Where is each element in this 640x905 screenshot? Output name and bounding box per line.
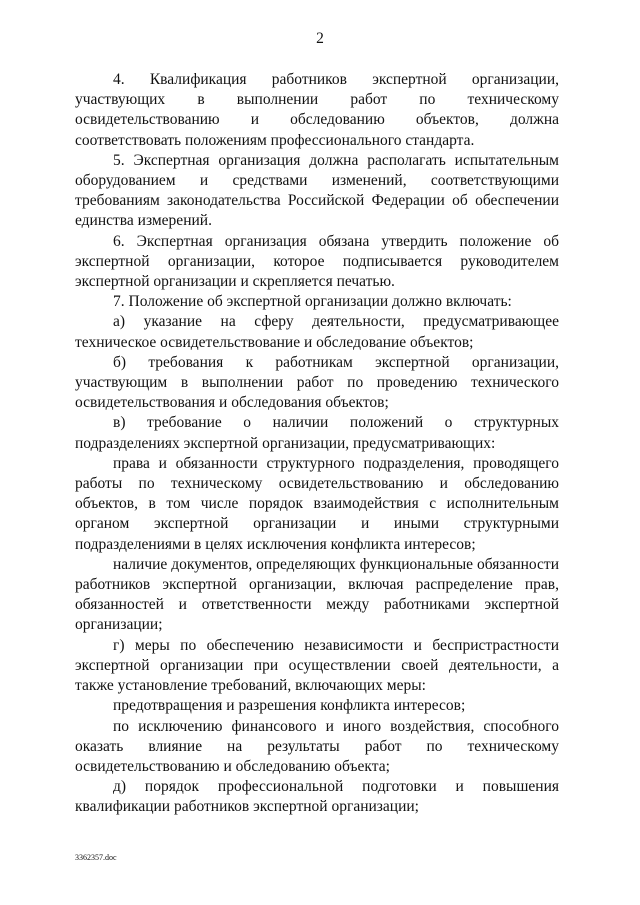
paragraph-7a: а) указание на сферу деятельности, предусматривающее техническое освидетельствование и обследование объектов; xyxy=(75,313,559,351)
document-body xyxy=(75,70,559,818)
paragraph-7d: г) меры по обеспечению независимости и беспристрастности экспертной организации при осуществлении своей деятельности, а также установление требований, включающих меры: xyxy=(75,636,559,695)
paragraph-7b: б) требования к работникам экспертной организации, участвующим в выполнении работ по проведению технического освидетельствования и обследования объектов; xyxy=(75,353,559,412)
paragraph-7e: д) порядок профессиональной подготовки и повышения квалификации работников экспертной организации; xyxy=(75,778,559,816)
paragraph-7c-rights: права и обязанности структурного подразделения, проводящего работы по техническому освидетельствованию и обследованию объектов, в том числе порядок взаимодействия с исполнительным органом экспертной организации и иными структурными подразделениями в целях исключения конфликта интересов; xyxy=(75,454,559,553)
paragraph-7d-influence: по исключению финансового и иного воздействия, способного оказать влияние на результаты работ по техническому освидетельствованию и обследованию объекта; xyxy=(75,717,559,775)
paragraph-6-regulation: 6. Экспертная организация обязана утвердить положение об экспертной организации, которое подписывается руководителем экспертной организации и скрепляется печатью. xyxy=(75,232,559,291)
footer-document-code: 3362357.doc xyxy=(75,853,117,862)
paragraph-4-qualification: 4. Квалификация работников экспертной организации, участвующих в выполнении работ по техническому освидетельствованию и обследованию объектов, должна соответствовать положениям профессионального стандарта. xyxy=(75,71,559,149)
paragraph-7c: в) требование о наличии положений о структурных подразделениях экспертной организации, предусматривающих: xyxy=(75,414,559,452)
paragraph-7c-documents: наличие документов, определяющих функциональные обязанности работников экспертной организации, включая распределение прав, обязанностей и ответственности между работниками экспертной организации; xyxy=(75,555,559,634)
paragraph-5-equipment: 5. Экспертная организация должна располагать испытательным оборудованием и средствами изменений, соответствующими требованиям законодательства Российской Федерации об обеспечении единства измерений. xyxy=(75,151,559,230)
page-number: 2 xyxy=(316,30,324,47)
paragraph-7-intro: 7. Положение об экспертной организации должно включать: xyxy=(113,293,512,311)
paragraph-7d-conflict: предотвращения и разрешения конфликта интересов; xyxy=(113,697,466,715)
